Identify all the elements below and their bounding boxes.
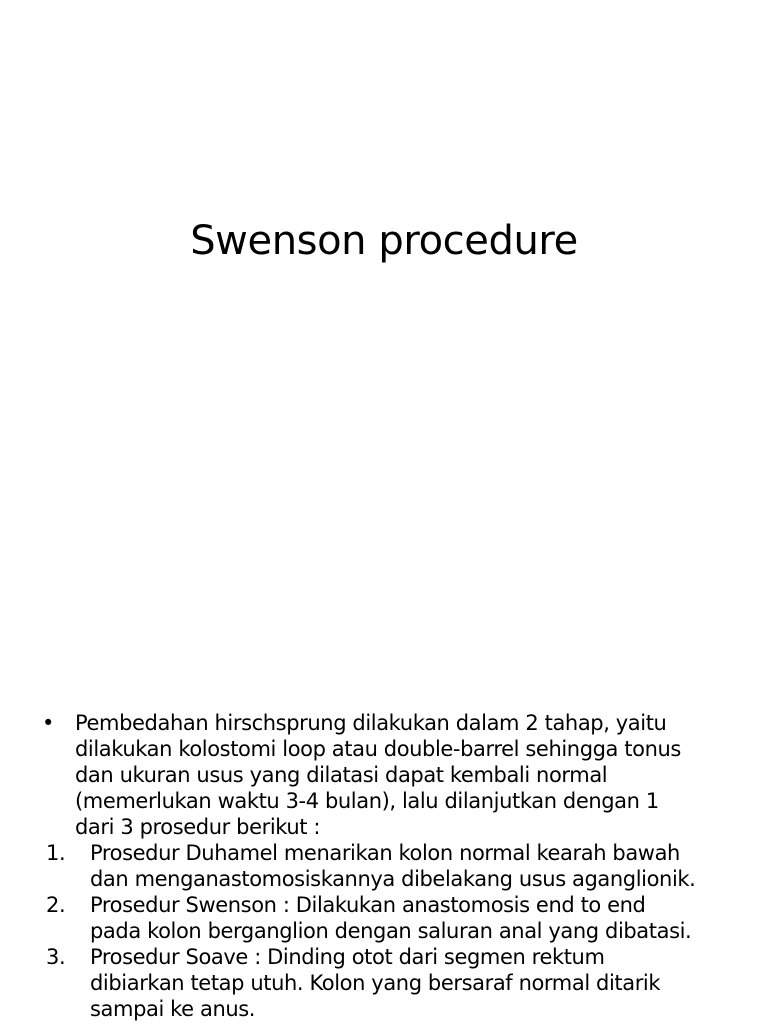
slide-title: Swenson procedure xyxy=(190,218,578,264)
list-item-line: sampai ke anus. xyxy=(90,997,256,1021)
list-item-line: Prosedur Swenson : Dilakukan anastomosis end to end xyxy=(90,893,646,917)
list-item-line: Prosedur Soave : Dinding otot dari segmen rektum xyxy=(90,945,605,969)
bullet-line: dan ukuran usus yang dilatasi dapat kembali normal xyxy=(75,763,608,787)
slide-body xyxy=(0,710,768,1022)
bullet-marker: • xyxy=(42,711,54,735)
list-item-line: Prosedur Duhamel menarikan kolon normal kearah bawah xyxy=(90,841,680,865)
list-number: 3. xyxy=(46,945,66,969)
list-item-soave xyxy=(0,944,768,1022)
list-item-swenson xyxy=(0,892,768,944)
bullet-line: Pembedahan hirschsprung dilakukan dalam 2 tahap, yaitu xyxy=(75,711,667,735)
list-item-line: dibiarkan tetap utuh. Kolon yang bersaraf normal ditarik xyxy=(90,971,661,995)
bullet-line: (memerlukan waktu 3-4 bulan), lalu dilanjutkan dengan 1 xyxy=(75,789,659,813)
list-item-line: dan menganastomosiskannya dibelakang usus aganglionik. xyxy=(90,867,696,891)
list-number: 1. xyxy=(46,841,66,865)
list-item-duhamel xyxy=(0,840,768,892)
list-item-line: pada kolon berganglion dengan saluran anal yang dibatasi. xyxy=(90,919,692,943)
bullet-item xyxy=(0,710,768,840)
bullet-line: dilakukan kolostomi loop atau double-barrel sehingga tonus xyxy=(75,737,681,761)
bullet-line: dari 3 prosedur berikut : xyxy=(75,815,321,839)
list-number: 2. xyxy=(46,893,66,917)
